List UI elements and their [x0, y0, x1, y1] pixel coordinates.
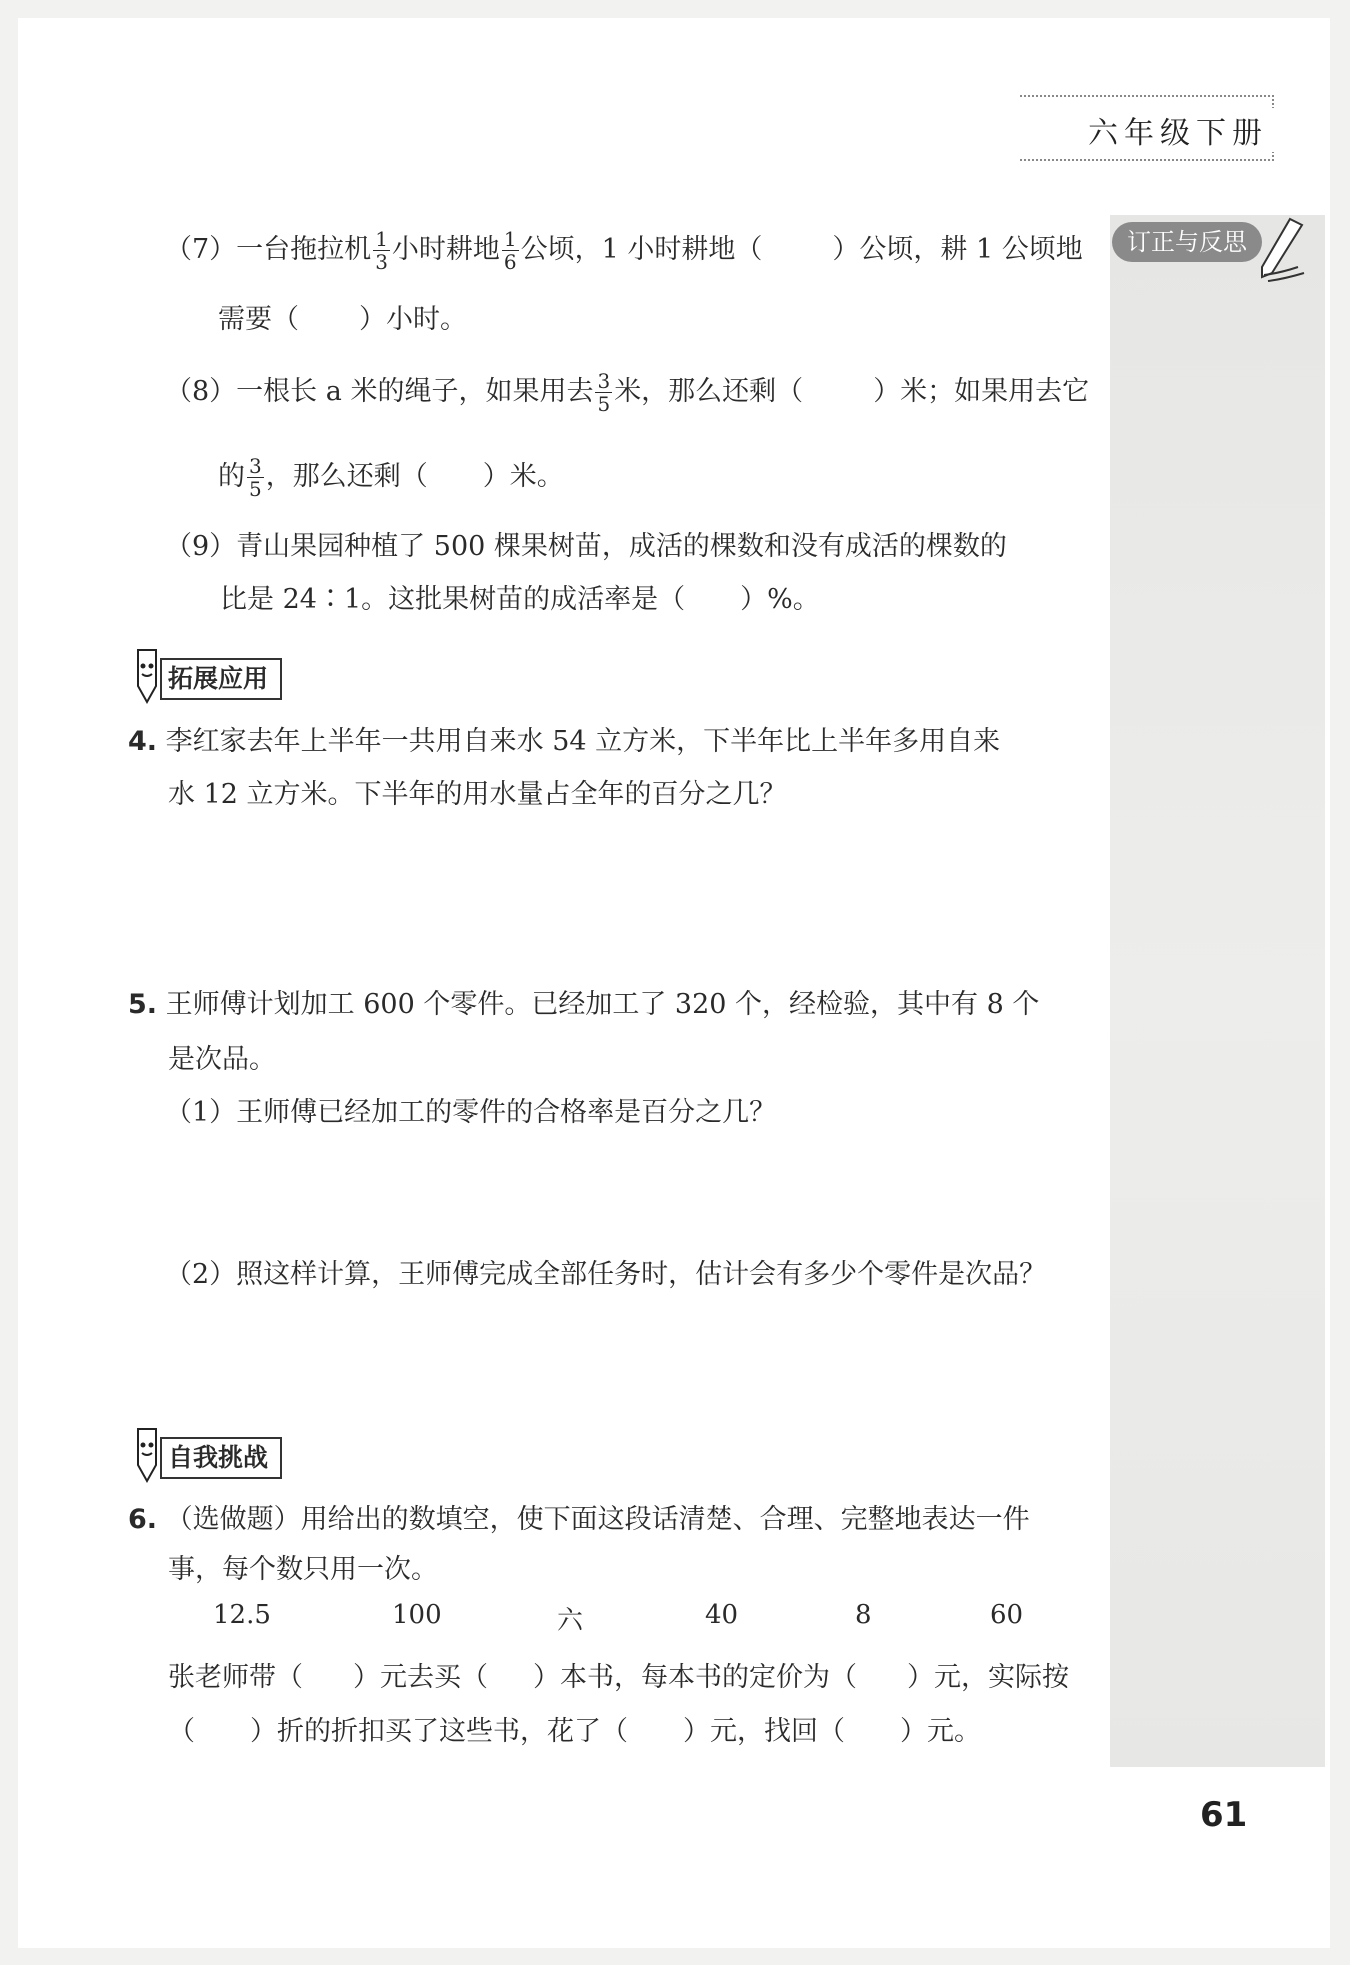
fraction: $\frac{1}{6}$ — [503, 227, 517, 274]
given-number: 六 — [557, 1606, 584, 1636]
given-number: 100 — [392, 1600, 442, 1630]
section-title: 拓展应用 — [160, 658, 282, 700]
problem-5-sub1: （1）王师傅已经加工的零件的合格率是百分之几？ — [165, 1097, 777, 1128]
fraction: $\frac{3}{5}$ — [597, 369, 611, 416]
question-8-line1: （8）一根长 a 米的绳子，如果用去 $\frac{3}{5}$ 米，那么还剩（ ）米；如果用去它 — [165, 369, 1090, 416]
correction-sidebar — [1110, 215, 1325, 1767]
problem-5-line2: 是次品。 — [168, 1044, 276, 1075]
question-7-line1: （7）一台拖拉机 $\frac{1}{3}$ 小时耕地 $\frac{1}{6}$ 公顷，1 小时耕地（ ）公顷，耕 1 公顷地 — [165, 227, 1083, 274]
problem-6-line2: 事，每个数只用一次。 — [168, 1554, 438, 1585]
fraction: $\frac{3}{5}$ — [249, 454, 262, 501]
fraction: $\frac{1}{3}$ — [375, 227, 388, 274]
question-9-line1: （9）青山果园种植了 500 棵果树苗，成活的棵数和没有成活的棵数的 — [165, 531, 1007, 562]
problem-6-line1: 6. （选做题）用给出的数填空，使下面这段话清楚、合理、完整地表达一件 — [128, 1504, 1030, 1535]
problem-6-line3: 张老师带（ ）元去买（ ）本书，每本书的定价为（ ）元，实际按 — [168, 1662, 1069, 1693]
pen-icon — [1250, 215, 1310, 285]
problem-4-line1: 4. 李红家去年上半年一共用自来水 54 立方米，下半年比上半年多用自来 — [128, 726, 1001, 757]
given-number: 12.5 — [213, 1600, 271, 1630]
section-title: 自我挑战 — [160, 1437, 282, 1479]
problem-4-line2: 水 12 立方米。下半年的用水量占全年的百分之几？ — [168, 779, 787, 810]
given-number: 40 — [705, 1600, 739, 1630]
question-8-line2: 的 $\frac{3}{5}$ ，那么还剩（ ）米。 — [218, 454, 564, 501]
problem-5-sub2: （2）照这样计算，王师傅完成全部任务时，估计会有多少个零件是次品？ — [165, 1259, 1047, 1290]
question-9-line2: 比是 24∶1。这批果树苗的成活率是（ ）%。 — [220, 584, 820, 615]
pencil-mascot-icon — [130, 1425, 164, 1485]
problem-5-line1: 5. 王师傅计划加工 600 个零件。已经加工了 320 个，经检验，其中有 8 个 — [128, 989, 1040, 1020]
given-number: 60 — [990, 1600, 1024, 1630]
pencil-mascot-icon — [130, 646, 164, 706]
given-number: 8 — [855, 1600, 872, 1630]
sidebar-tab-label: 订正与反思 — [1112, 222, 1262, 262]
question-7-line2: 需要（ ）小时。 — [218, 304, 467, 335]
page-number: 61 — [1200, 1795, 1248, 1835]
grade-header: 六年级下册 — [1082, 108, 1274, 152]
problem-6-line4: （ ）折的折扣买了这些书，花了（ ）元，找回（ ）元。 — [168, 1716, 981, 1747]
